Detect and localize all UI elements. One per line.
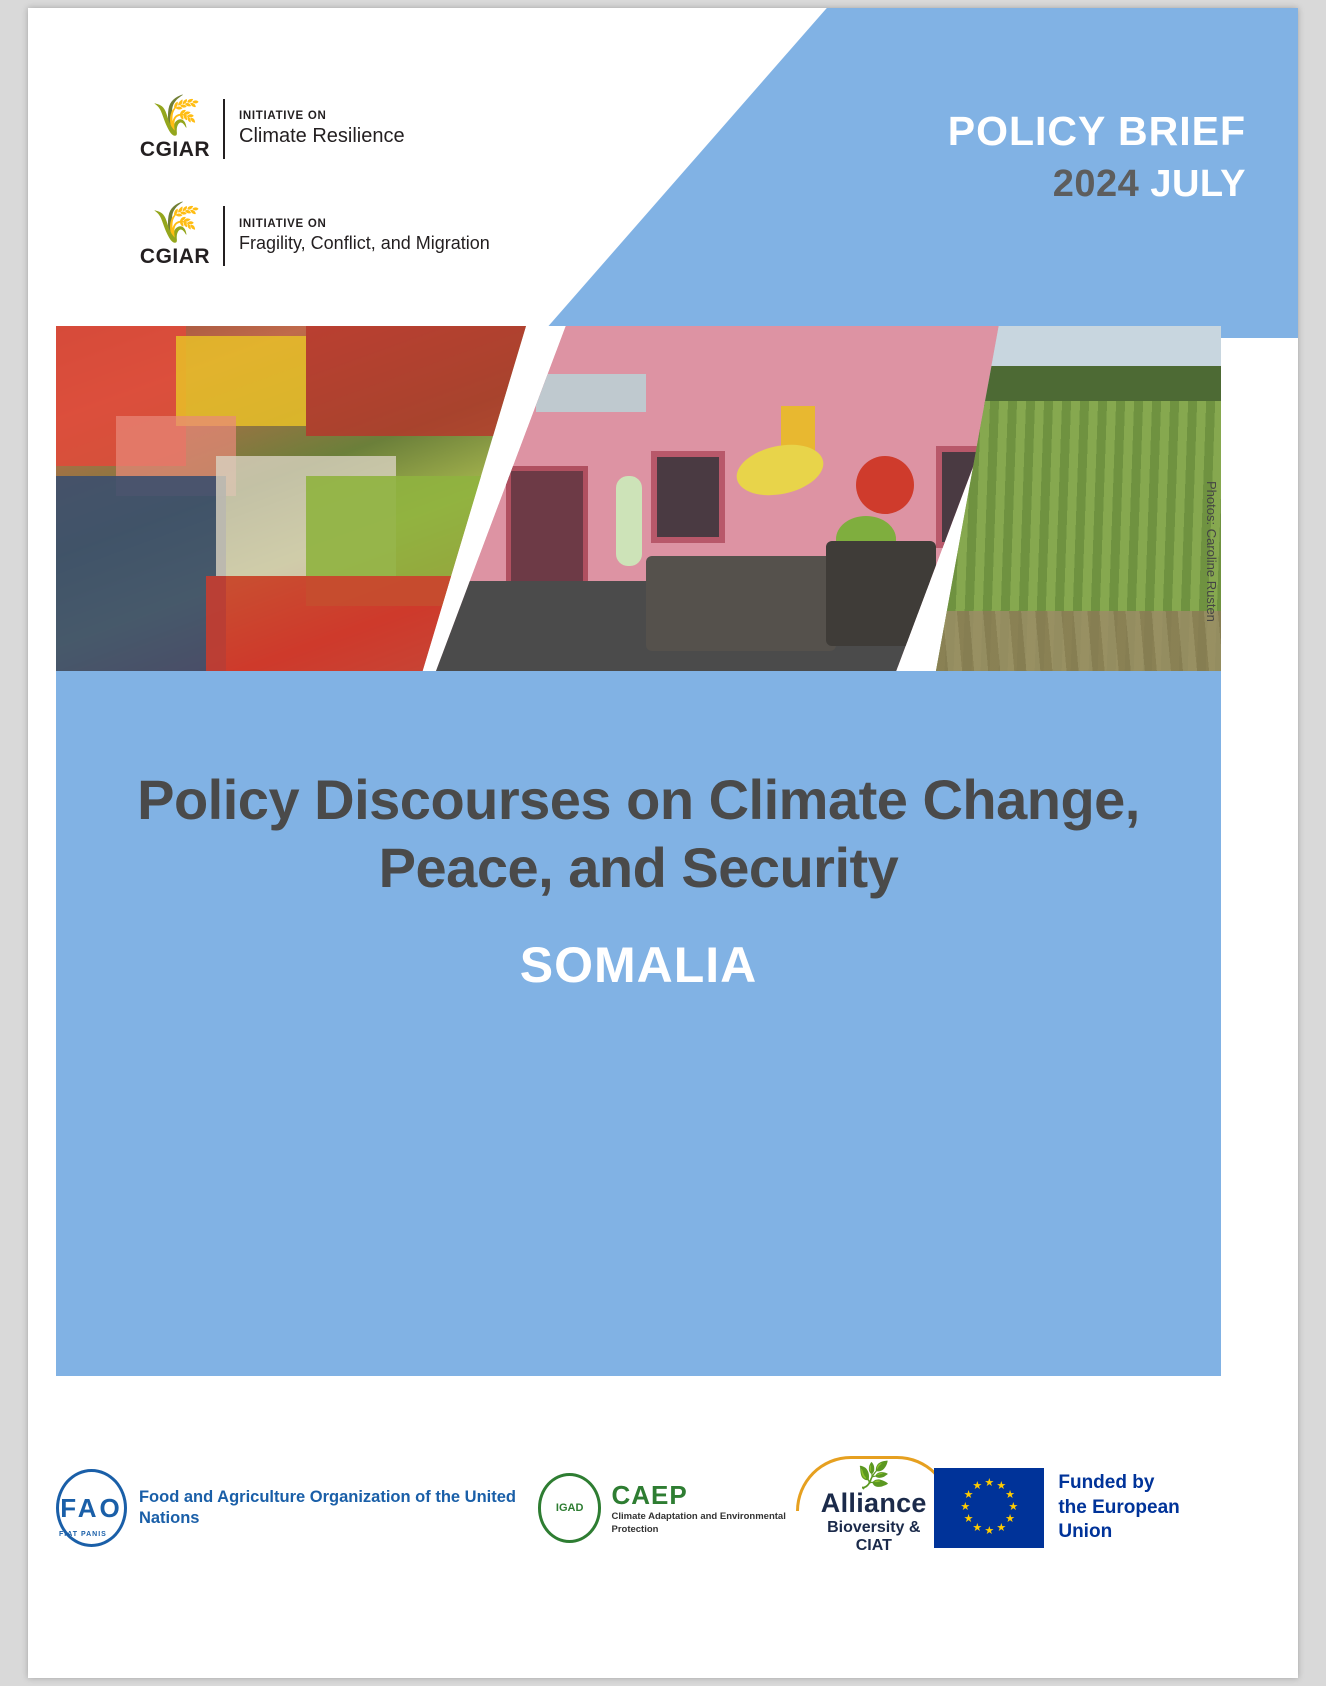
page-header bbox=[28, 8, 1298, 338]
publication-year: 2024 bbox=[1052, 163, 1140, 205]
eu-funding-line2: the European Union bbox=[1058, 1496, 1180, 1543]
policy-brief-label: POLICY BRIEF bbox=[947, 108, 1246, 154]
caep-name: Climate Adaptation and Environmental Protection bbox=[611, 1511, 786, 1535]
initiative-name: Climate Resilience bbox=[239, 125, 405, 148]
photo-credit: Photos: Caroline Rusten bbox=[1204, 481, 1219, 622]
logo-divider bbox=[223, 99, 225, 159]
photo-pink-shopfront bbox=[436, 326, 1026, 671]
alliance-subname: Bioversity & CIAT bbox=[827, 1518, 921, 1554]
initiative-eyebrow: INITIATIVE ON bbox=[239, 110, 327, 123]
igad-seal-icon: IGAD bbox=[538, 1473, 602, 1543]
initiative-text bbox=[239, 110, 405, 147]
cgiar-fragility-conflict-migration-logo bbox=[133, 200, 490, 269]
partner-logos bbox=[56, 1408, 1221, 1608]
cover-photo-strip bbox=[56, 326, 1221, 671]
eu-flag-icon: ★ ★ ★ ★ ★ ★ ★ ★ ★ ★ ★ ★ bbox=[934, 1468, 1044, 1548]
eu-funding-line1: Funded by bbox=[1058, 1471, 1155, 1493]
cgiar-climate-resilience-logo bbox=[133, 93, 405, 162]
fao-logo bbox=[56, 1469, 538, 1547]
caep-logo bbox=[538, 1473, 813, 1543]
country-subtitle: SOMALIA bbox=[519, 937, 758, 993]
fao-name: Food and Agriculture Organization of the United Nations bbox=[138, 1488, 516, 1527]
alliance-leaf-icon: 🌿 bbox=[857, 1459, 890, 1490]
publication-date bbox=[1053, 163, 1246, 206]
cgiar-wheat-icon: 🌾 bbox=[151, 200, 199, 246]
eu-funding-text bbox=[1058, 1471, 1221, 1545]
publication-month: JULY bbox=[1150, 163, 1246, 205]
alliance-logo bbox=[813, 1459, 934, 1555]
cgiar-mark bbox=[133, 200, 217, 269]
fao-seal-icon: FAO FIAT PANIS bbox=[56, 1469, 127, 1547]
initiative-eyebrow: INITIATIVE ON bbox=[239, 218, 327, 231]
eu-funding-logo bbox=[934, 1468, 1221, 1548]
caep-acronym: CAEP bbox=[611, 1480, 688, 1511]
initiative-text bbox=[239, 218, 490, 253]
cgiar-mark bbox=[133, 93, 217, 162]
policy-brief-cover-page bbox=[28, 8, 1298, 1678]
page-title: Policy Discourses on Climate Change, Peace, and Security bbox=[137, 768, 1140, 900]
alliance-name: Alliance bbox=[820, 1487, 927, 1518]
initiative-name: Fragility, Conflict, and Migration bbox=[239, 233, 490, 254]
logo-divider bbox=[223, 206, 225, 266]
title-band bbox=[56, 671, 1221, 1376]
cgiar-wheat-icon: 🌾 bbox=[151, 93, 199, 139]
cgiar-wordmark: CGIAR bbox=[139, 245, 211, 268]
cgiar-wordmark: CGIAR bbox=[139, 138, 211, 161]
